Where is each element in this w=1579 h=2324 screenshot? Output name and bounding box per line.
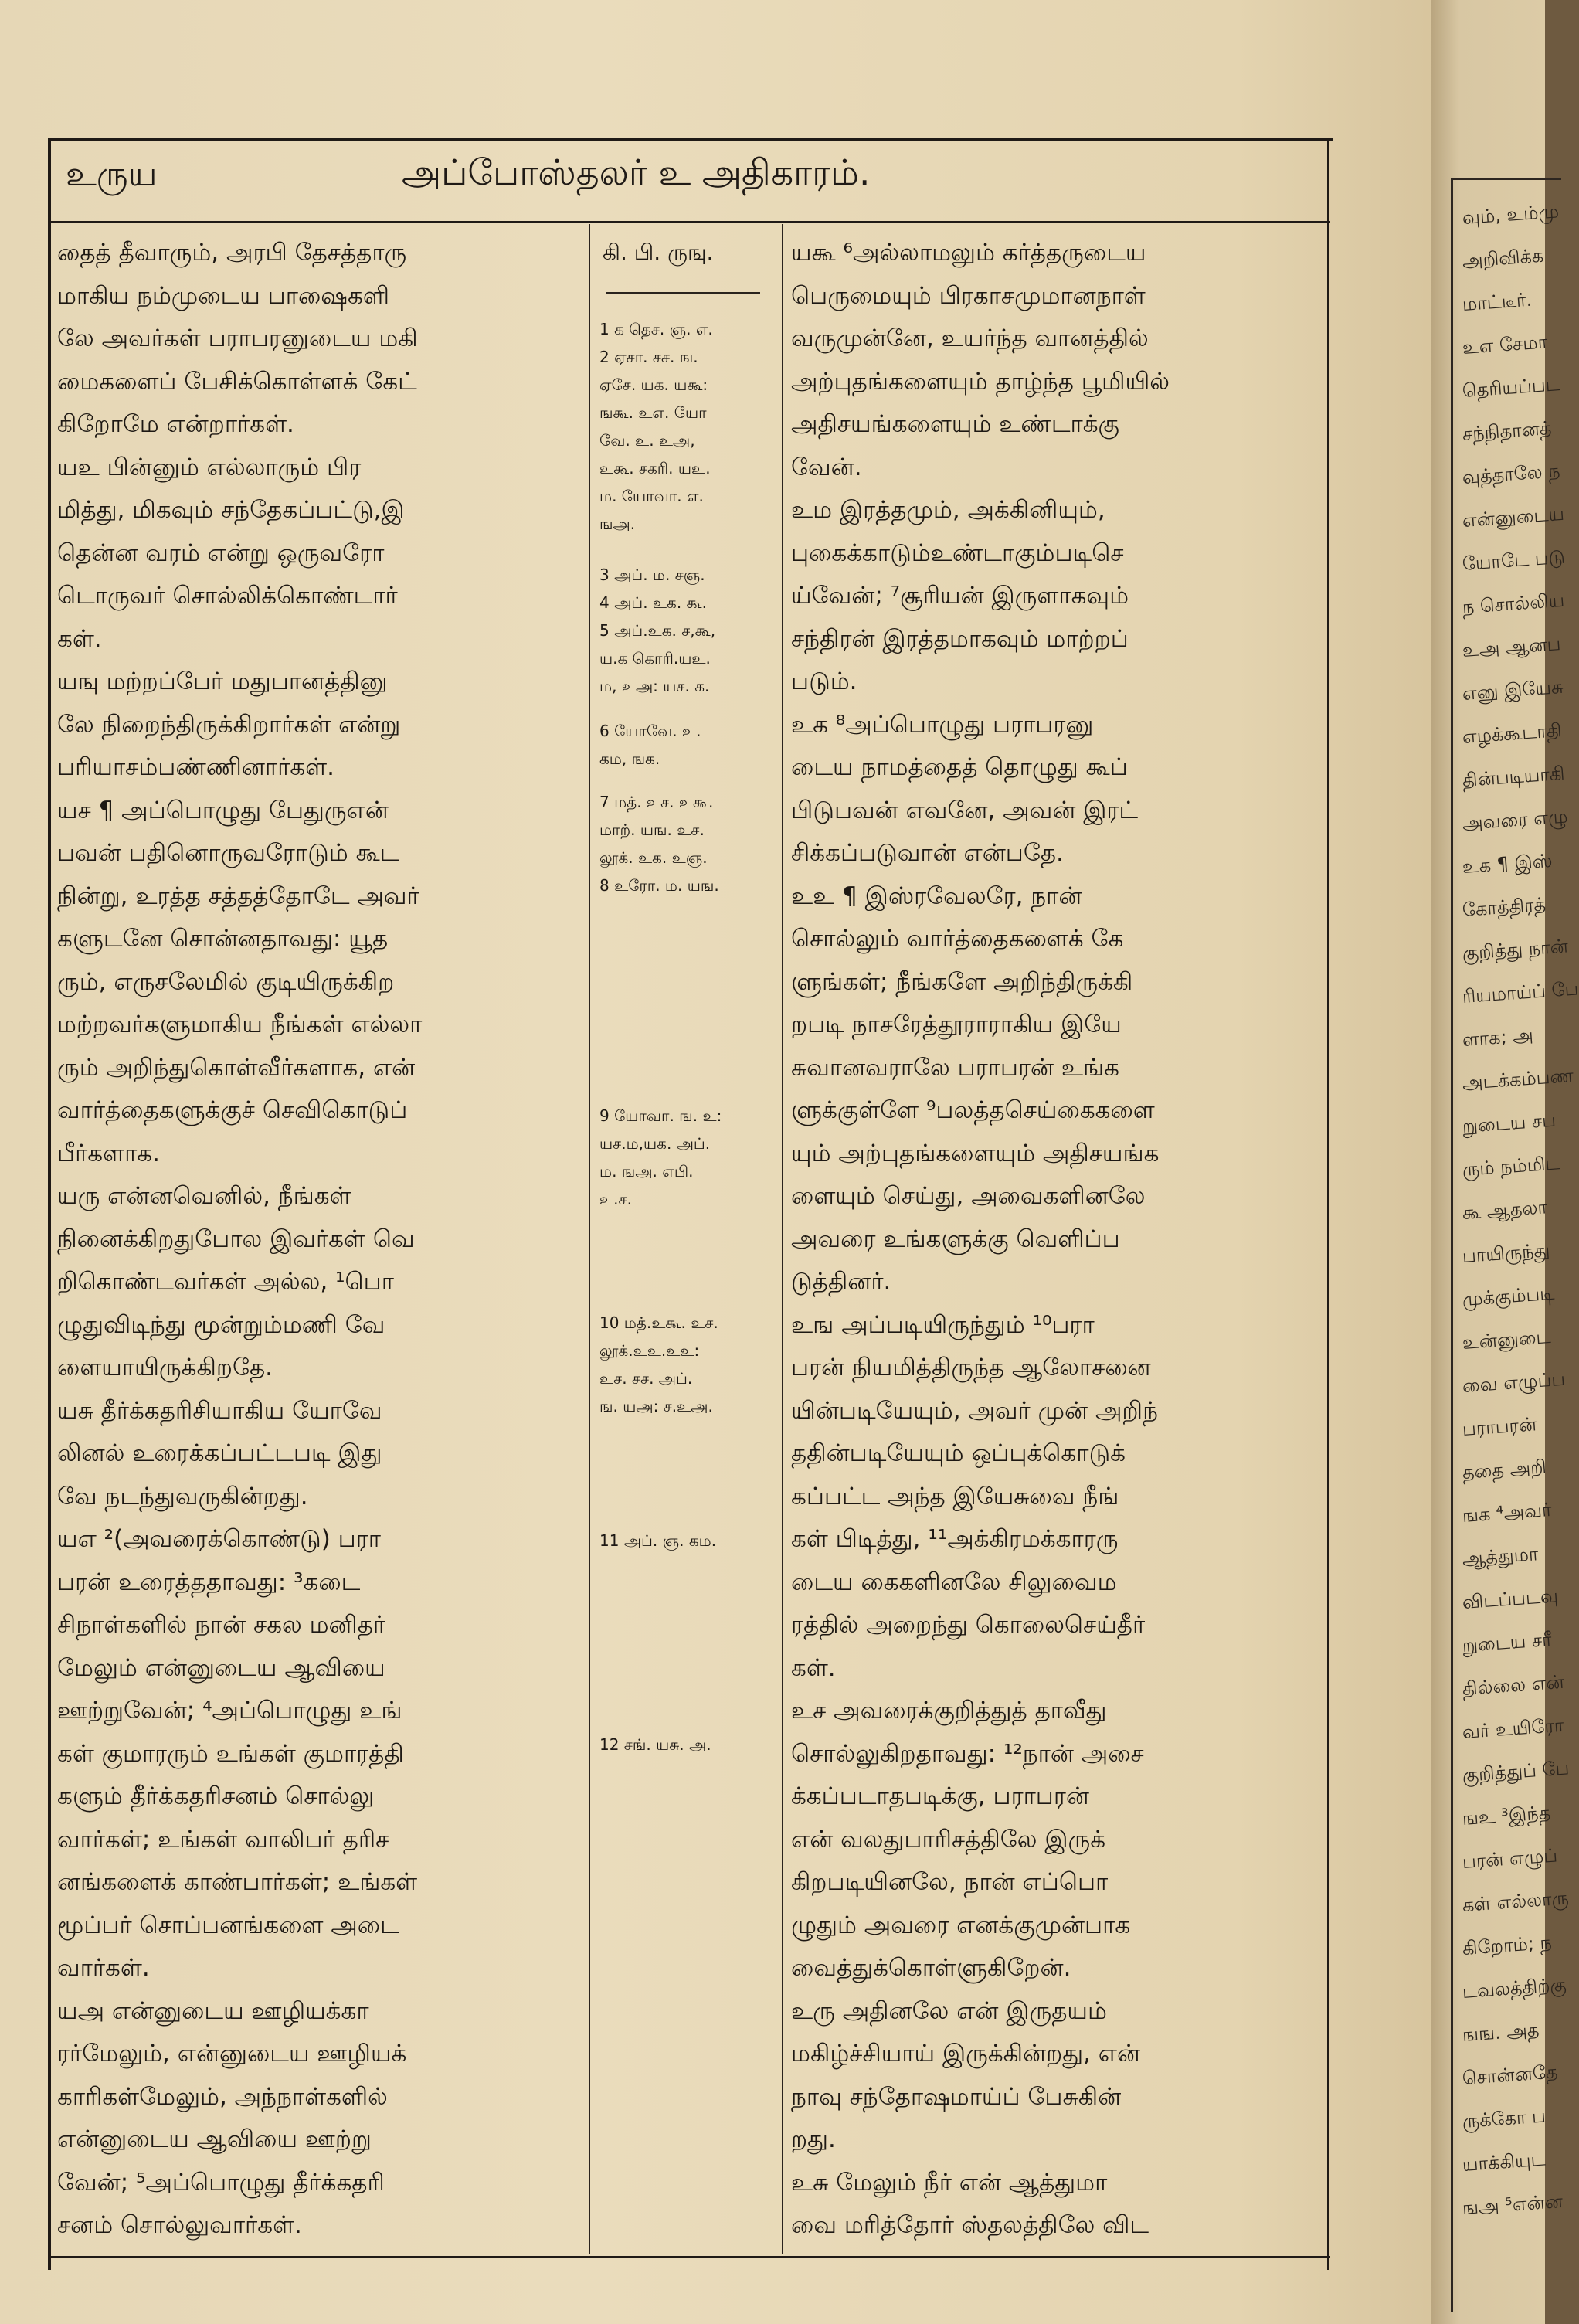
adjacent-page-fragment: றுடைய சப xyxy=(1462,1109,1557,1137)
adjacent-page-fragment: ததை அறி xyxy=(1462,1456,1547,1483)
text-line: லே அவர்கள் பராபரனுடைய மகி xyxy=(57,324,418,352)
adjacent-page-fragment: தெரியப்பட xyxy=(1462,373,1561,402)
text-line: ரர்மேலும், என்னுடைய ஊழியக் xyxy=(57,2040,407,2067)
text-line: என் வலதுபாரிசத்திலே இருக் xyxy=(791,1825,1106,1853)
text-line: கிறோமே என்றார்கள். xyxy=(57,410,294,438)
text-line: லே நிறைந்திருக்கிறார்கள் என்று xyxy=(57,710,401,739)
adjacent-page-fragment: ஙஅ ⁵என்ன xyxy=(1462,2190,1564,2219)
text-line: அதிசயங்களையும் உண்டாக்கு xyxy=(791,410,1119,438)
text-line: சந்திரன் இரத்தமாகவும் மாற்றப் xyxy=(791,624,1129,653)
adjacent-page-fragment: கூ ஆதலா xyxy=(1462,1196,1548,1224)
adjacent-page-fragment: குறித்துப் பே xyxy=(1462,1757,1571,1786)
text-line: மேலும் என்னுடைய ஆவியை xyxy=(57,1653,385,1682)
text-line: மைகளைப் பேசிக்கொள்ளக் கேட் xyxy=(57,367,417,396)
reference-line: ஙகூ. உஎ. யோ xyxy=(599,403,707,422)
text-line: ரும் அறிந்துகொள்வீர்களாக, என் xyxy=(57,1053,416,1082)
adjacent-page-fragment: முக்கும்படி xyxy=(1462,1282,1556,1310)
text-line: களும் தீர்க்கதரிசனம் சொல்லு xyxy=(57,1782,375,1810)
text-line: சிநாள்களில் நான் சகல மனிதர் xyxy=(57,1611,386,1639)
adjacent-page-fragment: தில்லை என் xyxy=(1462,1670,1565,1700)
text-line: நினைக்கிறதுபோல இவர்கள் வெ xyxy=(57,1225,415,1253)
reference-line: லூக்.உஉ.உஉ: xyxy=(599,1341,700,1360)
text-line: யஅ என்னுடைய ஊழியக்கா xyxy=(57,1996,369,2025)
adjacent-page-fragment: எழக்கூடாதி xyxy=(1462,719,1563,748)
adjacent-page-fragment: வர் உயிரோ xyxy=(1462,1714,1565,1743)
reference-line: 1 க தெச. ஞ. எ. xyxy=(599,320,713,338)
references-title-rule xyxy=(606,292,760,294)
adjacent-page-fragment: குறித்து நான் xyxy=(1462,935,1569,964)
text-line: ளுங்கள்; நீங்களே அறிந்திருக்கி xyxy=(791,967,1133,996)
text-line: நின்று, உரத்த சத்தத்தோடே அவர் xyxy=(57,882,419,910)
reference-line: ம. ஙஅ. எபி. xyxy=(599,1162,694,1181)
text-line: கள். xyxy=(57,624,102,653)
text-line: வார்கள். xyxy=(57,1954,150,1982)
text-line: உச அவரைக்குறித்துத் தாவீது xyxy=(791,1697,1107,1724)
text-line: களுடனே சொன்னதாவது: யூத xyxy=(57,925,389,953)
adjacent-page-fragment: ஆத்துமா xyxy=(1462,1543,1540,1570)
text-line: யஙு மற்றப்பேர் மதுபானத்தினு xyxy=(57,668,388,695)
adjacent-page-fragment: வுத்தாலே ந xyxy=(1462,460,1561,488)
reference-line: 8 உரோ. ம. யங. xyxy=(599,876,719,895)
adjacent-page-fragment: ந சொல்லிய xyxy=(1462,589,1566,618)
adjacent-page-fragment: உஎ சேமா xyxy=(1462,331,1548,358)
column-divider-right xyxy=(782,224,783,2254)
reference-line: கம, ஙக. xyxy=(599,749,660,768)
text-line: உம இரத்தமும், அக்கினியும், xyxy=(791,496,1105,524)
text-line: லினல் உரைக்கப்பட்டபடி இது xyxy=(57,1439,382,1467)
adjacent-page-fragment: வும், உம்மு xyxy=(1462,200,1560,229)
text-line: ளுக்குள்ளே ⁹பலத்தசெய்கைகளை xyxy=(791,1096,1155,1124)
text-line: ளையாயிருக்கிறதே. xyxy=(57,1354,273,1381)
reference-line: 4 அப். உக. கூ. xyxy=(599,593,707,612)
text-line: உக ⁸அப்பொழுது பராபரனு xyxy=(791,710,1094,739)
text-line: பரன் நியமித்திருந்த ஆலோசனை xyxy=(791,1354,1151,1381)
adjacent-page-fragment: கிறோம்; ந xyxy=(1462,1931,1553,1959)
text-line: உஉ ¶ இஸ்ரவேலரே, நான் xyxy=(791,882,1082,910)
text-line: மற்றவர்களுமாகிய நீங்கள் எல்லா xyxy=(57,1011,423,1038)
adjacent-page-fragment: யாக்கியுட xyxy=(1462,2148,1547,2176)
reference-line: மாற். யங. உச. xyxy=(599,821,705,839)
text-line: யஉ பின்னும் எல்லாரும் பிர xyxy=(57,453,362,481)
text-line: உங அப்படியிருந்தும் ¹⁰பரா xyxy=(791,1310,1095,1339)
right-border-rule xyxy=(1327,138,1329,2270)
adjacent-page-fragment: பாயிருந்து xyxy=(1462,1239,1551,1267)
text-line: வேன். xyxy=(791,453,862,481)
text-line: றது. xyxy=(791,2125,836,2153)
text-line: வேன்; ⁵அப்பொழுது தீர்க்கதரி xyxy=(57,2168,385,2197)
text-line: உசு மேலும் நீர் என் ஆத்துமா xyxy=(791,2168,1108,2197)
text-line: வைத்துக்கொள்ளுகிறேன். xyxy=(791,1954,1071,1982)
text-line: சொல்லுகிறதாவது: ¹²நான் அசை xyxy=(791,1739,1144,1768)
reference-line: உச. சச. அப். xyxy=(599,1369,693,1388)
adjacent-page-fragment: விடப்படவு xyxy=(1462,1585,1559,1613)
text-line: மகிழ்ச்சியாய் இருக்கின்றது, என் xyxy=(791,2040,1141,2067)
text-line: மாகிய நம்முடைய பாஷைகளி xyxy=(57,281,390,310)
reference-line: ய.க கொரி.யஉ. xyxy=(599,649,711,668)
text-line: உரு அதினலே என் இருதயம் xyxy=(791,1996,1107,2025)
text-line: வருமுன்னே, உயர்ந்த வானத்தில் xyxy=(791,324,1149,352)
adjacent-page-fragment: ளாக; அ xyxy=(1462,1024,1534,1051)
reference-line: 9 யோவா. ங. உ: xyxy=(599,1106,722,1125)
text-line: நாவு சந்தோஷமாய்ப் பேசுகின் xyxy=(791,2082,1122,2111)
adjacent-page-fragment: என்னுடைய xyxy=(1462,502,1565,532)
reference-line: ம. யோவா. எ. xyxy=(599,487,704,505)
text-line: டுத்தினர். xyxy=(791,1268,891,1296)
text-line: வே நடந்துவருகின்றது. xyxy=(57,1482,308,1510)
adjacent-page-fragment: சொன்னதே xyxy=(1462,2061,1559,2089)
adjacent-page-fragment: உஅ ஆனப xyxy=(1462,633,1562,661)
adjacent-page-fragment: அவரை எழு xyxy=(1462,805,1569,834)
reference-line: 3 அப். ம. சஞ. xyxy=(599,566,705,584)
adjacent-page-fragment: ஙங. அத xyxy=(1462,2019,1540,2046)
text-line: க்கப்படாதபடிக்கு, பராபரன் xyxy=(791,1782,1089,1810)
adjacent-page-fragment: ரியமாய்ப் பே xyxy=(1462,977,1579,1007)
text-line: ளையும் செய்து, அவைகளினலே xyxy=(791,1182,1146,1210)
text-line: டைய கைகளினலே சிலுவைம xyxy=(791,1568,1117,1596)
adjacent-page-fragment: மாட்டீர். xyxy=(1462,288,1533,315)
text-line: றபடி நாசரேத்தூராராகிய இயே xyxy=(791,1011,1122,1038)
text-line: கள். xyxy=(791,1653,836,1682)
text-line: வார்கள்; உங்கள் வாலிபர் தரிச xyxy=(57,1825,389,1853)
column-divider-left xyxy=(589,224,590,2254)
reference-line: உகூ. சகரி. யஉ. xyxy=(599,459,711,477)
text-line: கள் பிடித்து, ¹¹அக்கிரமக்காரரு xyxy=(791,1525,1119,1553)
reference-line: ஏசே. யக. யகூ: xyxy=(599,375,708,394)
adjacent-page-fragment: பரன் எழுப் xyxy=(1462,1844,1559,1873)
text-line: யஎ ²(அவரைக்கொண்டு) பரா xyxy=(57,1525,381,1553)
reference-line: ங. யஅ: ச.உஅ. xyxy=(599,1397,713,1415)
text-line: பீர்களாக. xyxy=(57,1139,160,1167)
text-line: வை மரித்தோர் ஸ்தலத்திலே விட xyxy=(791,2211,1149,2239)
text-line: தென்ன வரம் என்று ஒருவரோ xyxy=(57,539,385,567)
adjacent-page-fragment: ஙஉ ³இந்த xyxy=(1462,1802,1552,1830)
adjacent-page-edge xyxy=(1431,0,1579,2324)
reference-line: யச.ம,யக. அப். xyxy=(599,1134,711,1153)
text-line: கிறபடியினலே, நான் எப்பொ xyxy=(791,1868,1109,1896)
text-line: மித்து, மிகவும் சந்தேகப்பட்டு,இ xyxy=(57,496,405,524)
reference-line: 2 ஏசா. சச. ங. xyxy=(599,348,698,366)
running-title: அப்போஸ்தலர் உ அதிகாரம். xyxy=(402,151,871,193)
references-title: கி. பி. ருஙு. xyxy=(603,240,714,265)
adjacent-page-fragment: உன்னுடை xyxy=(1462,1325,1552,1354)
text-line: பரியாசம்பண்ணினார்கள். xyxy=(57,753,334,781)
text-line: யரு என்னவெனில், நீங்கள் xyxy=(57,1182,351,1210)
text-line: அற்புதங்களையும் தாழ்ந்த பூமியில் xyxy=(791,367,1170,396)
adjacent-page-fragment: தின்படியாகி xyxy=(1462,762,1566,791)
adjacent-page-fragment: எனு இயேசு xyxy=(1462,675,1564,705)
text-line: டைய நாமத்தைத் தொழுது கூப் xyxy=(791,753,1128,781)
text-line: னங்களைக் காண்பார்கள்; உங்கள் xyxy=(57,1868,418,1896)
text-line: பவன் பதினொருவரோடும் கூட xyxy=(57,839,399,867)
reference-line: 7 மத். உச. உகூ. xyxy=(599,793,714,811)
text-line: ய்வேன்; ⁷சூரியன் இருளாகவும் xyxy=(791,582,1129,610)
text-line: யும் அற்புதங்களையும் அதிசயங்க xyxy=(791,1139,1160,1167)
text-line: யகூ ⁶அல்லாமலும் கர்த்தருடைய xyxy=(791,239,1146,267)
adjacent-page-fragment: அறிவிக்க xyxy=(1462,244,1545,272)
text-line: காரிகள்மேலும், அந்நாள்களில் xyxy=(57,2082,388,2111)
reference-line: ம, உஅ: யச. க. xyxy=(599,677,710,695)
reference-line: 6 யோவே. உ. xyxy=(599,722,701,740)
header-rule xyxy=(48,221,1330,223)
adjacent-page-fragment: யோடே படு xyxy=(1462,545,1566,575)
text-line: றிகொண்டவர்கள் அல்ல, ¹பொ xyxy=(57,1268,394,1296)
text-line: சனம் சொல்லுவார்கள். xyxy=(57,2211,302,2239)
adjacent-page-fragment: ஙக ⁴அவர் xyxy=(1462,1498,1553,1527)
text-line: யசு தீர்க்கதரிசியாகிய யோவே xyxy=(57,1396,382,1425)
text-line: மூப்பர் சொப்பனங்களை அடை xyxy=(57,1911,399,1939)
text-line: டொருவர் சொல்லிக்கொண்டார் xyxy=(57,582,398,610)
text-line: பரன் உரைத்ததாவது: ³கடை xyxy=(57,1568,361,1596)
text-line: தைத் தீவாரும், அரபி தேசத்தாரு xyxy=(57,239,407,267)
text-line: புகைக்காடும்உண்டாகும்படிசெ xyxy=(791,539,1124,567)
bottom-rule xyxy=(48,2256,1330,2258)
text-line: ஊற்றுவேன்; ⁴அப்பொழுது உங் xyxy=(57,1697,402,1724)
adjacent-page-fragment: ருக்கோ ப xyxy=(1462,2105,1547,2132)
adjacent-page-fragment: கள் எல்லாரு xyxy=(1462,1887,1570,1916)
text-line: பிடுபவன் எவனே, அவன் இரட் xyxy=(791,796,1139,824)
reference-line: 10 மத்.உகூ. உச. xyxy=(599,1313,718,1332)
text-line: படும். xyxy=(791,668,857,695)
text-line: யின்படியேயும், அவர் முன் அறிந் xyxy=(791,1396,1158,1425)
reference-line: லூக். உக. உஞ. xyxy=(599,848,708,867)
reference-line: 11 அப். ஞ. கம. xyxy=(599,1531,717,1550)
text-line: ததின்படியேயும் ஒப்புக்கொடுக் xyxy=(791,1439,1126,1467)
adjacent-page-fragment: உக ¶ இஸ் xyxy=(1462,849,1554,878)
page-number: உருய xyxy=(66,155,158,194)
reference-line: 12 சங். யசு. அ. xyxy=(599,1735,711,1754)
left-text-column xyxy=(57,232,582,2248)
text-line: யச ¶ அப்பொழுது பேதுருஎன் xyxy=(57,796,389,824)
adjacent-page-fragment: றுடைய சரீ xyxy=(1462,1628,1553,1656)
text-line: என்னுடைய ஆவியை ஊற்று xyxy=(57,2125,372,2153)
text-line: ழுதும் அவரை எனக்குமுன்பாக xyxy=(791,1911,1131,1939)
text-line: சிக்கப்படுவான் என்பதே. xyxy=(791,839,1064,867)
reference-line: வே. உ. உஅ, xyxy=(599,431,695,450)
text-line: கள் குமாரரும் உங்கள் குமாரத்தி xyxy=(57,1739,404,1768)
text-line: சொல்லும் வார்த்தைகளைக் கே xyxy=(791,925,1124,953)
text-line: ரும், எருசலேமில் குடியிருக்கிற xyxy=(57,967,395,996)
adjacent-page-fragment: கோத்திரத் xyxy=(1462,893,1547,921)
reference-line: 5 அப்.உக. ச,கூ, xyxy=(599,621,716,640)
reference-line: ஙஅ. xyxy=(599,515,636,533)
adjacent-page-fragment: சந்நிதானத் xyxy=(1462,416,1553,445)
right-text-column xyxy=(791,232,1318,2248)
adjacent-page-fragment: அடக்கம்பண xyxy=(1462,1064,1574,1094)
text-line: கப்பட்ட அந்த இயேசுவை நீங் xyxy=(791,1482,1119,1510)
text-line: ழுதுவிடிந்து மூன்றும்மணி வே xyxy=(57,1310,385,1339)
adjacent-page-fragment: பராபரன் xyxy=(1462,1413,1538,1440)
text-line: அவரை உங்களுக்கு வெளிப்ப xyxy=(791,1225,1120,1253)
reference-line: உ.ச. xyxy=(599,1190,632,1208)
text-line: சுவானவராலே பராபரன் உங்க xyxy=(791,1053,1120,1082)
left-border-rule xyxy=(48,138,51,2270)
adjacent-page-fragment: ரும் நம்மிட xyxy=(1462,1152,1561,1181)
adjacent-page-fragment: வை எழுப்ப xyxy=(1462,1368,1567,1397)
adjacent-page-fragment: டவலத்திற்கு xyxy=(1462,1973,1567,2003)
text-line: பெருமையும் பிரகாசமுமானநாள் xyxy=(791,281,1146,310)
text-line: வார்த்தைகளுக்குச் செவிகொடுப் xyxy=(57,1096,408,1124)
text-line: ரத்தில் அறைந்து கொலைசெய்தீர் xyxy=(791,1611,1146,1639)
